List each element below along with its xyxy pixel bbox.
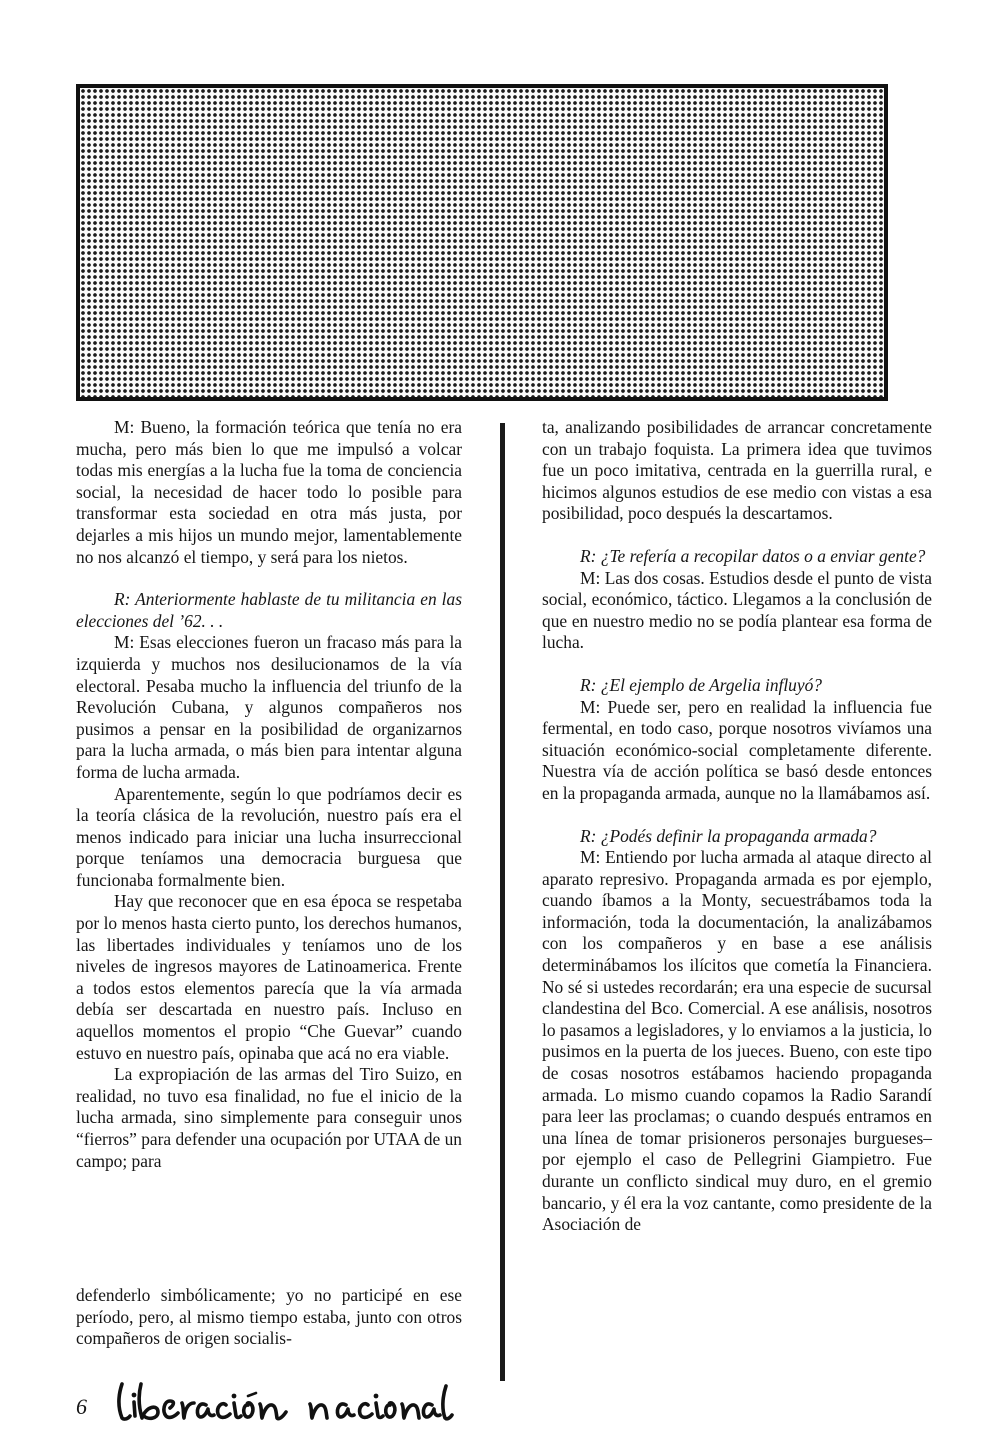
answer-paragraph: M: Bueno, la formación teórica que tenía no era mucha, pero más bien lo que me impulsó a volcar todas mis energías a la lucha fue la toma de conciencia social, la necesidad de hacer todo lo posible para transformar esta sociedad en otra más justa, por dejarles a mis hijos un mundo mejor, lamentablemente no nos alcanzó el tiempo, y será para los nietos. [76,417,462,567]
left-column-bottom [76,1285,462,1350]
paragraph: defenderlo simbólicamente; yo no participé en ese período, pero, al mismo tiempo estaba, junto con otros compañeros de origen socialis- [76,1285,462,1349]
paragraph: ta, analizando posibilidades de arrancar concretamente con un trabajo foquista. La primera idea que tuvimos fue un poco imitativa, centrada en la guerrilla rural, e hicimos algunos estudios de ese medio con vistas a esa posibilidad, poco después la descartamos. [542,417,932,524]
paragraph: La expropiación de las armas del Tiro Suizo, en realidad, no tuvo esa finalidad, no fue el inicio de la lucha armada, sino simplemente para conseguir unos “fierros” para defender una ocupación por UTAA de un campo; para [76,1064,462,1171]
question-paragraph: R: ¿Te refería a recopilar datos o a enviar gente? [580,545,926,566]
paragraph: Aparentemente, según lo que podríamos decir es la teoría clásica de la revolución, nuestro país era el menos indicado para iniciar una lucha insurreccional porque teníamos una democracia burguesa que funcionaba formalmente bien. [76,783,462,890]
question-paragraph: R: Anteriormente hablaste de tu militancia en las elecciones del ’62. . . [76,589,462,631]
answer-paragraph: M: Puede ser, pero en realidad la influencia fue fermental, en todo caso, porque nosotros vivíamos una situación económico-social completamente diferente. Nuestra vía de acción política se basó desde entonces en la propaganda armada, aunque no la llamábamos así. [542,696,932,803]
column-divider [500,423,505,1381]
right-column [542,417,932,1236]
left-column [76,417,462,1172]
paragraph: Hay que reconocer que en esa época se respetaba por lo menos hasta cierto punto, los derechos humanos, las libertades individuales y teníamos uno de los niveles de ingresos mayores de Latinoamerica. Frente a todos estos elementos parecía que la vía armada debía ser descartada en nuestro país. Incluso en aquellos momentos el propio “Che Guevar” cuando estuvo en nuestro país, opinaba que acá no era viable. [76,891,462,1063]
answer-paragraph: M: Esas elecciones fueron un fracaso más para la izquierda y muchos nos desilucionamos de la vía electoral. Pesaba mucho la influencia del triunfo de la Revolución Cubana, y algunos compañeros nos pusimos a pensar en la posibilidad de organizarnos para la lucha armada, o más bien para intentar alguna forma de lucha armada. [76,632,462,782]
answer-paragraph: M: Las dos cosas. Estudios desde el punto de vista social, económico, táctico. Llegamos a la conclusión de que en nuestro medio no se podía plantear esa forma de lucha. [542,567,932,653]
answer-paragraph: M: Entiendo por lucha armada al ataque directo al aparato represivo. Propaganda armada es por ejemplo, cuando íbamos a la Monty, secuestrábamos toda la información, toda la documentación, la analizábamos con los compañeros y en base a ese análisis determinábamos los ilícitos que cometía la Financiera. No sé si ustedes recordarán; era una especie de sucursal clandestina del Bco. Comercial. A ese análisis, nosotros lo pasamos a legisladores, y lo enviamos a la justicia, lo pusimos en la puerta de los jueces. Bueno, con este tipo de cosas nosotros estábamos haciendo propaganda armada. Lo mismo cuando copamos la Radio Sarandí para leer las proclamas; o cuando después entramos en una línea de tomar prisioneros personajes burgueses– por ejemplo el caso de Pellegrini Giampietro. Fue durante un conflicto sindical muy duro, en el gremio bancario, y él era la voz cantante, como presidente de la Asociación de [542,847,932,1235]
masthead-logo [114,1378,454,1426]
page-number: 6 [76,1394,87,1419]
question-paragraph: R: ¿Podés definir la propaganda armada? [580,825,877,846]
halftone-photo [76,84,888,401]
question-paragraph: R: ¿El ejemplo de Argelia influyó? [580,674,822,695]
